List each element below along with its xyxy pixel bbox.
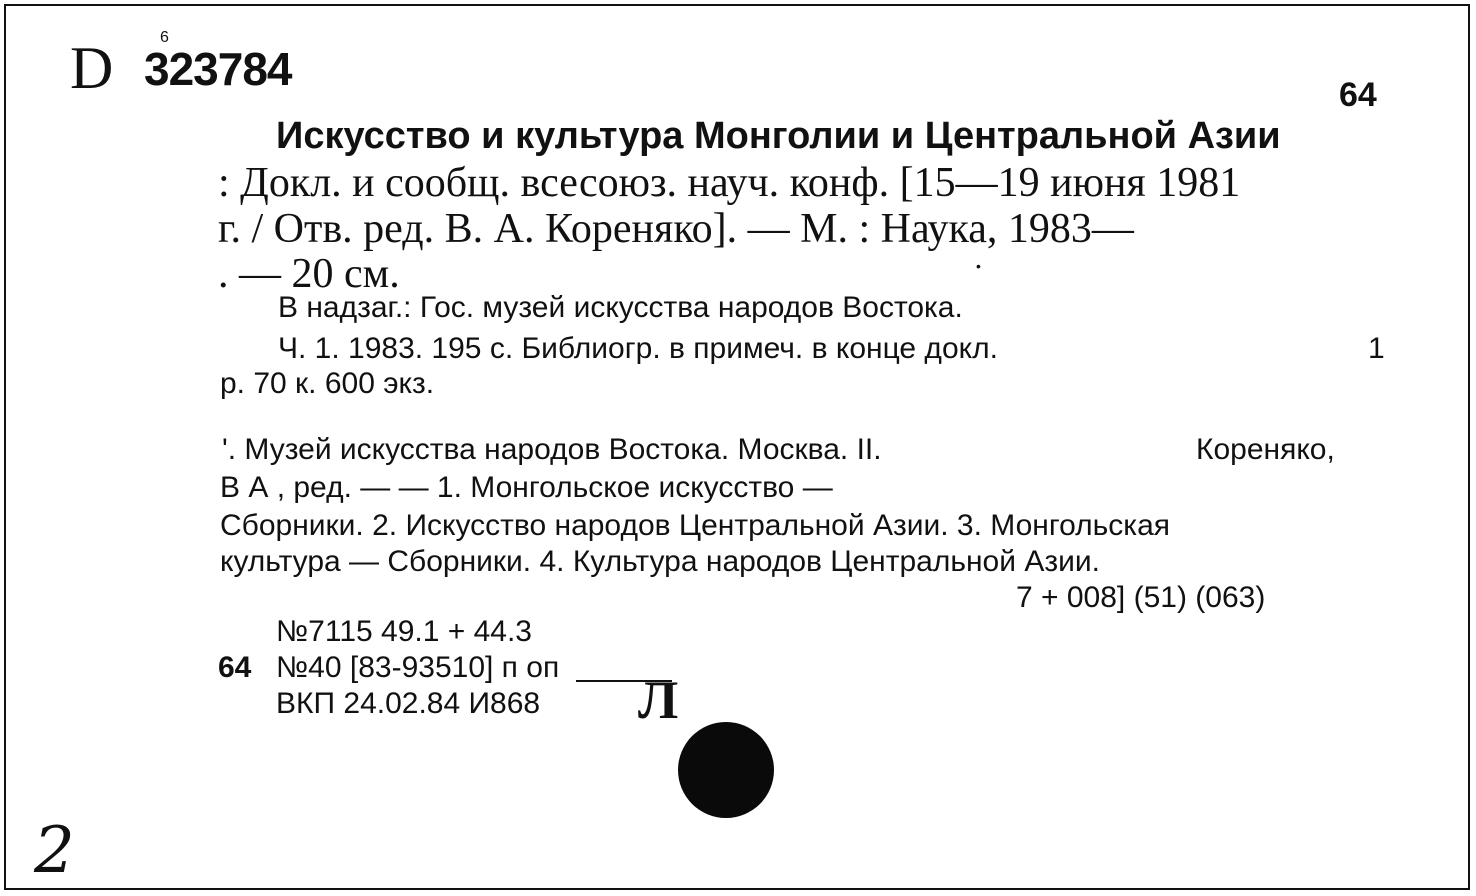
description-line-3: . — 20 см. — [218, 251, 400, 297]
description-line-1: : Докл. и сообщ. всесоюз. науч. конф. [15—19 июня 1981 — [218, 160, 1241, 206]
stamp-prefix: D — [70, 35, 114, 101]
description-line-2: г. / Отв. ред. В. А. Кореняко]. — М. : Наука, 1983— — [218, 206, 1134, 252]
handwritten-mark: 2 — [34, 814, 75, 888]
reference-line-1: №7115 49.1 + 44.3 — [276, 615, 532, 648]
subject-line-3: Сборники. 2. Искусство народов Центральной Азии. 3. Монгольская — [220, 509, 1170, 542]
page-number: 64 — [1339, 76, 1377, 114]
note-line-1: В надзаг.: Гос. музей искусства народов Востока. — [278, 291, 963, 324]
reference-line-3: ВКП 24.02.84 И868 — [276, 687, 541, 720]
reference-mark-letter: Л — [638, 670, 679, 730]
classification-code: 7 + 008] (51) (063) — [1016, 581, 1266, 614]
subject-line-1: '. Музей искусства народов Востока. Москва. II. — [222, 433, 882, 466]
stray-dot: • — [976, 258, 981, 274]
reference-line-2: №40 [83-93510] п оп — [276, 651, 560, 684]
catalog-card — [4, 4, 1470, 890]
reference-line-2-prefix: 64 — [218, 651, 252, 684]
note-line-2-end: 1 — [1368, 332, 1385, 365]
subject-line-4: культура — Сборники. 4. Культура народов Центральной Азии. — [220, 545, 1100, 578]
note-line-2: Ч. 1. 1983. 195 с. Библиогр. в примеч. в конце докл. — [278, 332, 998, 365]
subject-line-2: В А , ред. — — 1. Монгольское искусство — — [220, 471, 833, 504]
punch-hole — [678, 722, 774, 818]
stamp-small-mark: 6 — [160, 29, 169, 46]
subject-line-1-right: Кореняко, — [1196, 433, 1335, 466]
book-title: Искусство и культура Монголии и Центральной Азии — [276, 115, 1281, 157]
inventory-number: 323784 — [144, 43, 292, 95]
note-line-3: р. 70 к. 600 экз. — [220, 367, 435, 400]
